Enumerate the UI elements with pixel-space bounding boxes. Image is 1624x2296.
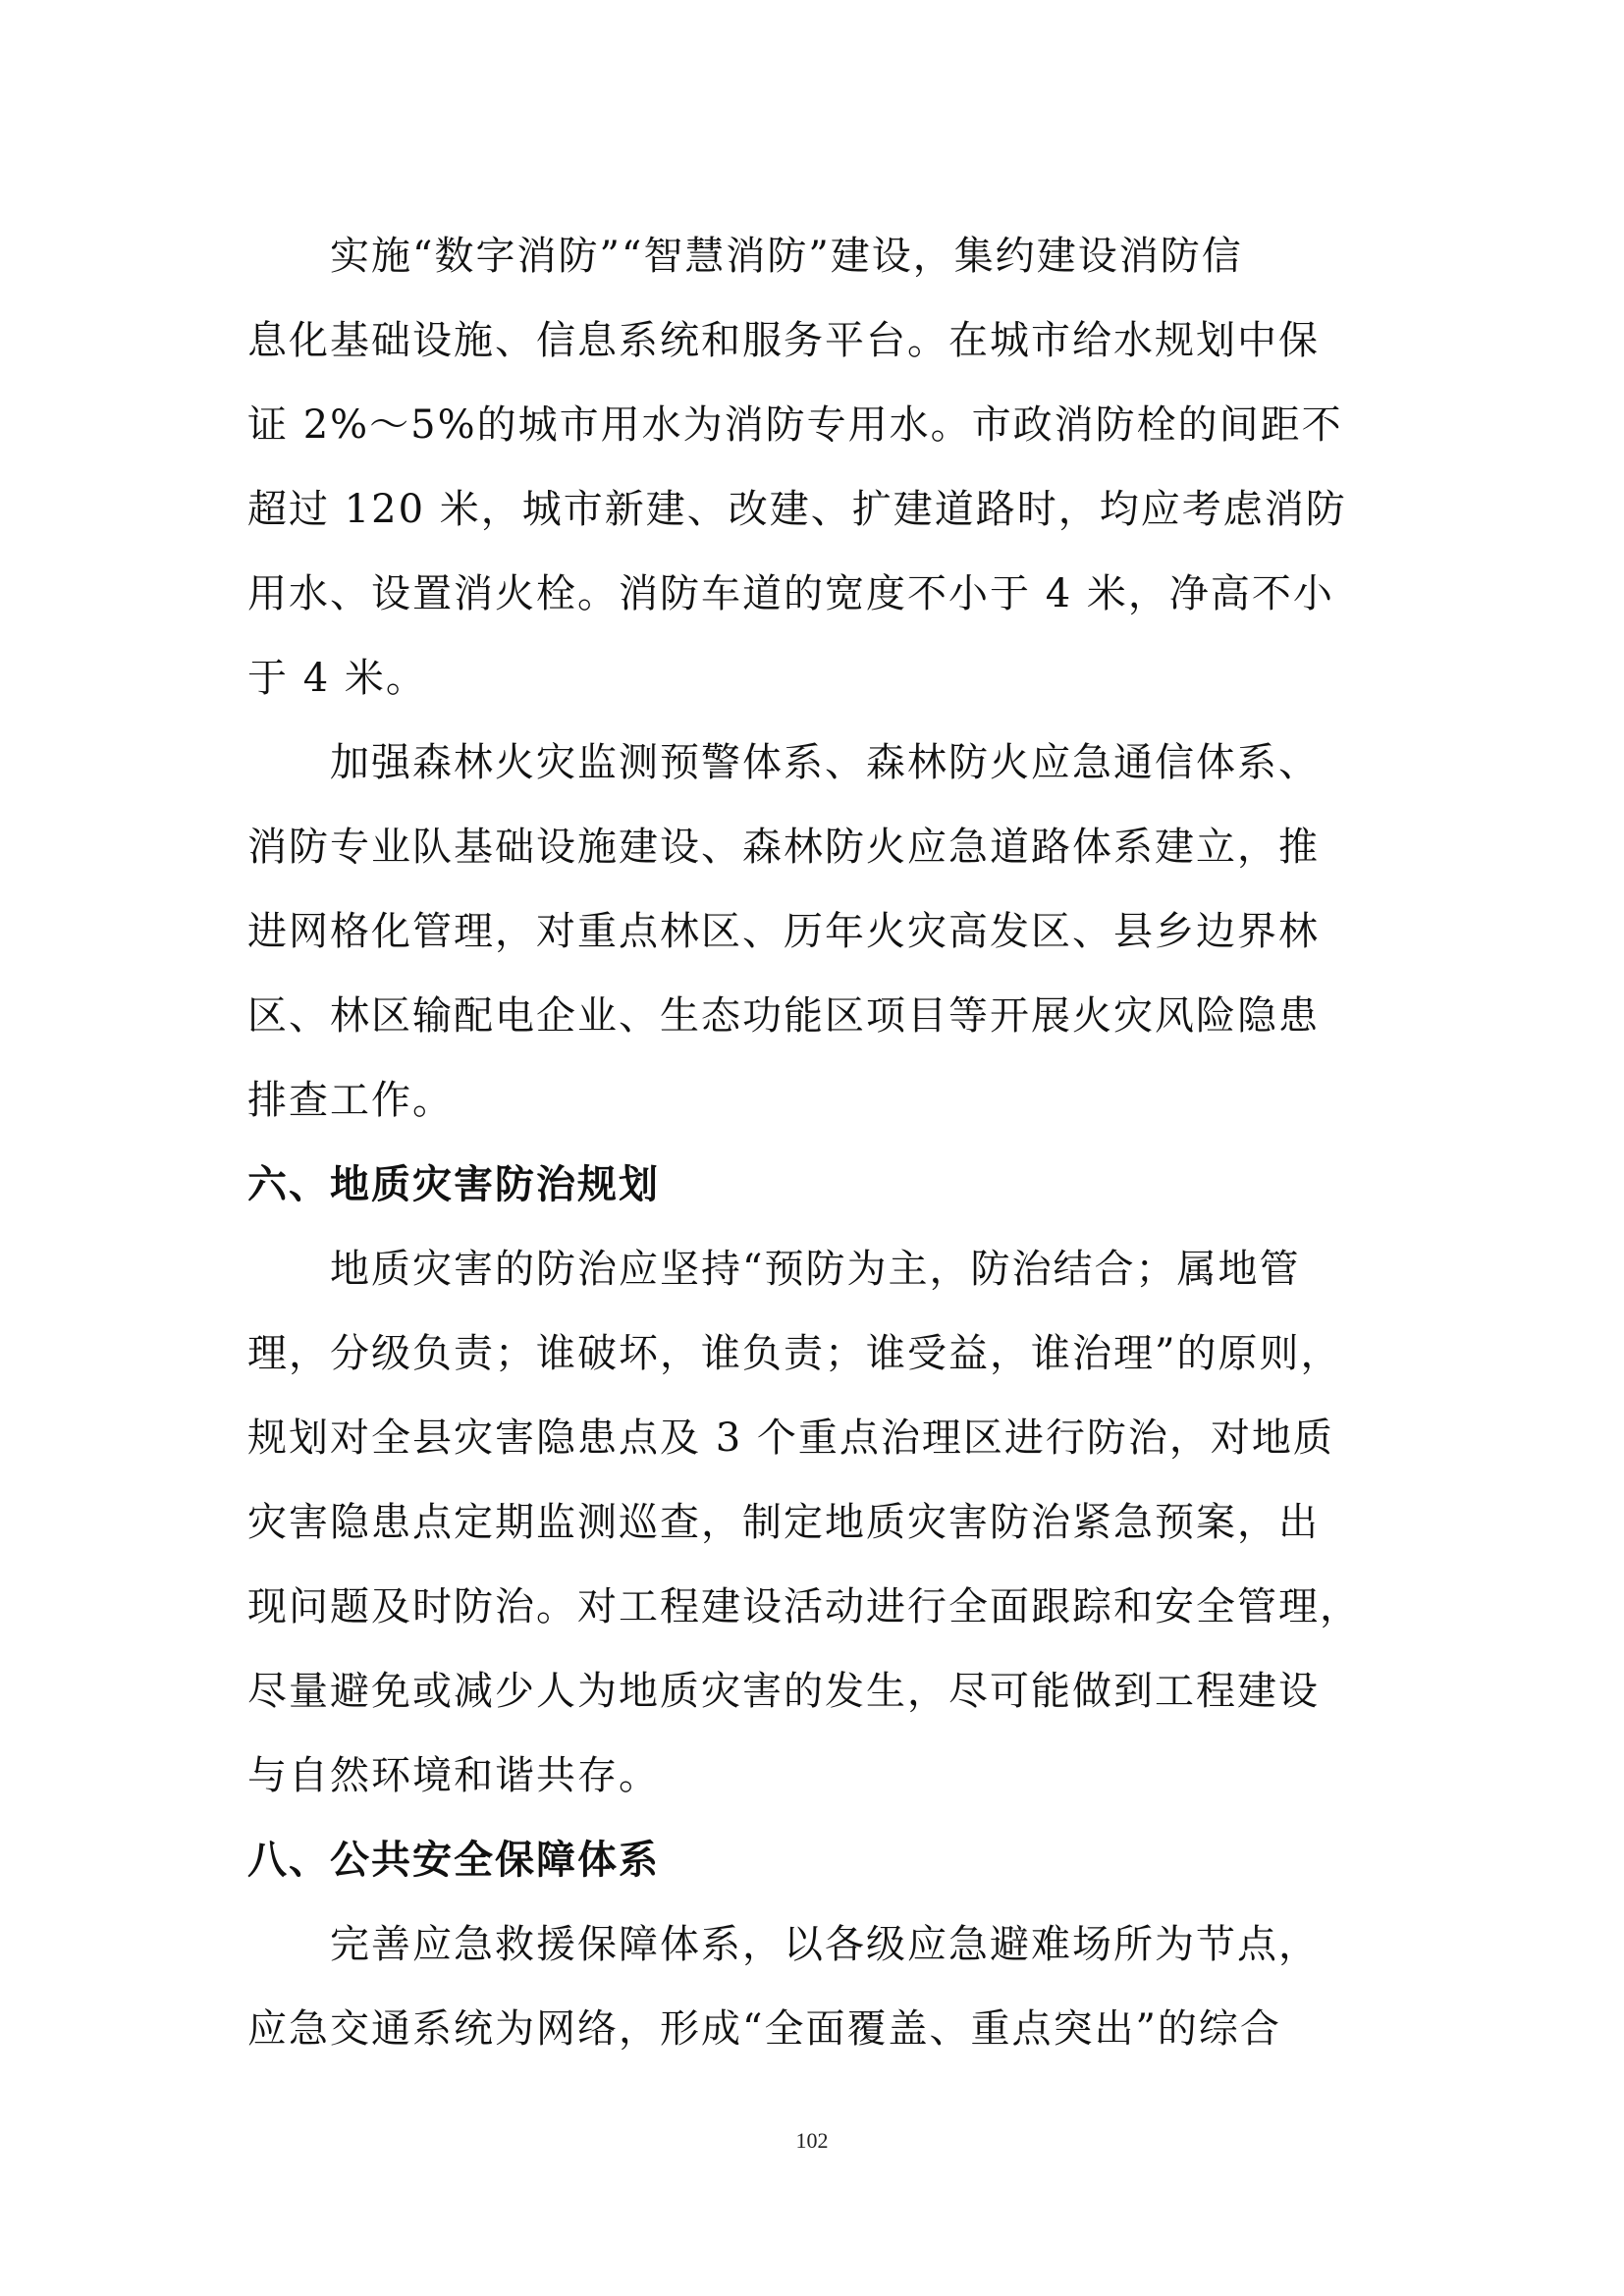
- text-line: 应急交通系统为网络，形成“全面覆盖、重点突出”的综合: [247, 2006, 1281, 2052]
- section-heading: [247, 1818, 1386, 1902]
- text-line: 排查工作。: [247, 1078, 454, 1123]
- document-body: [247, 214, 1386, 2071]
- text-line: 超过 120 米，城市新建、改建、扩建道路时，均应考虑消防: [247, 487, 1347, 532]
- text-line: 地质灾害的防治应坚持“预防为主，防治结合；属地管: [247, 1247, 1301, 1292]
- text-line: 区、林区输配电企业、生态功能区项目等开展火灾风险隐患: [247, 993, 1320, 1039]
- paragraph: [247, 214, 1386, 721]
- text-line: 加强森林火灾监测预警体系、森林防火应急通信体系、: [247, 740, 1320, 785]
- text-line: 六、地质灾害防治规划: [247, 1161, 660, 1207]
- text-line: 现问题及时防治。对工程建设活动进行全面跟踪和安全管理，: [247, 1584, 1361, 1629]
- text-line: 八、公共安全保障体系: [247, 1837, 660, 1883]
- text-line: 进网格化管理，对重点林区、历年火灾高发区、县乡边界林: [247, 909, 1320, 954]
- text-line: 规划对全县灾害隐患点及 3 个重点治理区进行防治，对地质: [247, 1415, 1334, 1461]
- text-line: 尽量避免或减少人为地质灾害的发生，尽可能做到工程建设: [247, 1669, 1320, 1714]
- text-line: 于 4 米。: [247, 656, 427, 701]
- section-heading: [247, 1143, 1386, 1227]
- text-line: 与自然环境和谐共存。: [247, 1753, 660, 1798]
- paragraph: [247, 1902, 1386, 2071]
- text-line: 用水、设置消火栓。消防车道的宽度不小于 4 米，净高不小: [247, 571, 1334, 616]
- text-line: 完善应急救援保障体系，以各级应急避难场所为节点，: [247, 1922, 1320, 1967]
- text-line: 灾害隐患点定期监测巡查，制定地质灾害防治紧急预案，出: [247, 1500, 1320, 1545]
- paragraph: [247, 721, 1386, 1143]
- paragraph: [247, 1227, 1386, 1818]
- text-line: 消防专业队基础设施建设、森林防火应急道路体系建立，推: [247, 825, 1320, 870]
- text-line: 息化基础设施、信息系统和服务平台。在城市给水规划中保: [247, 318, 1320, 363]
- text-line: 证 2%～5%的城市用水为消防专用水。市政消防栓的间距不: [247, 402, 1343, 448]
- text-line: 理，分级负责；谁破坏，谁负责；谁受益，谁治理”的原则，: [247, 1331, 1342, 1376]
- text-line: 实施“数字消防”“智慧消防”建设，集约建设消防信: [247, 234, 1243, 279]
- page-number: 102: [795, 2128, 829, 2153]
